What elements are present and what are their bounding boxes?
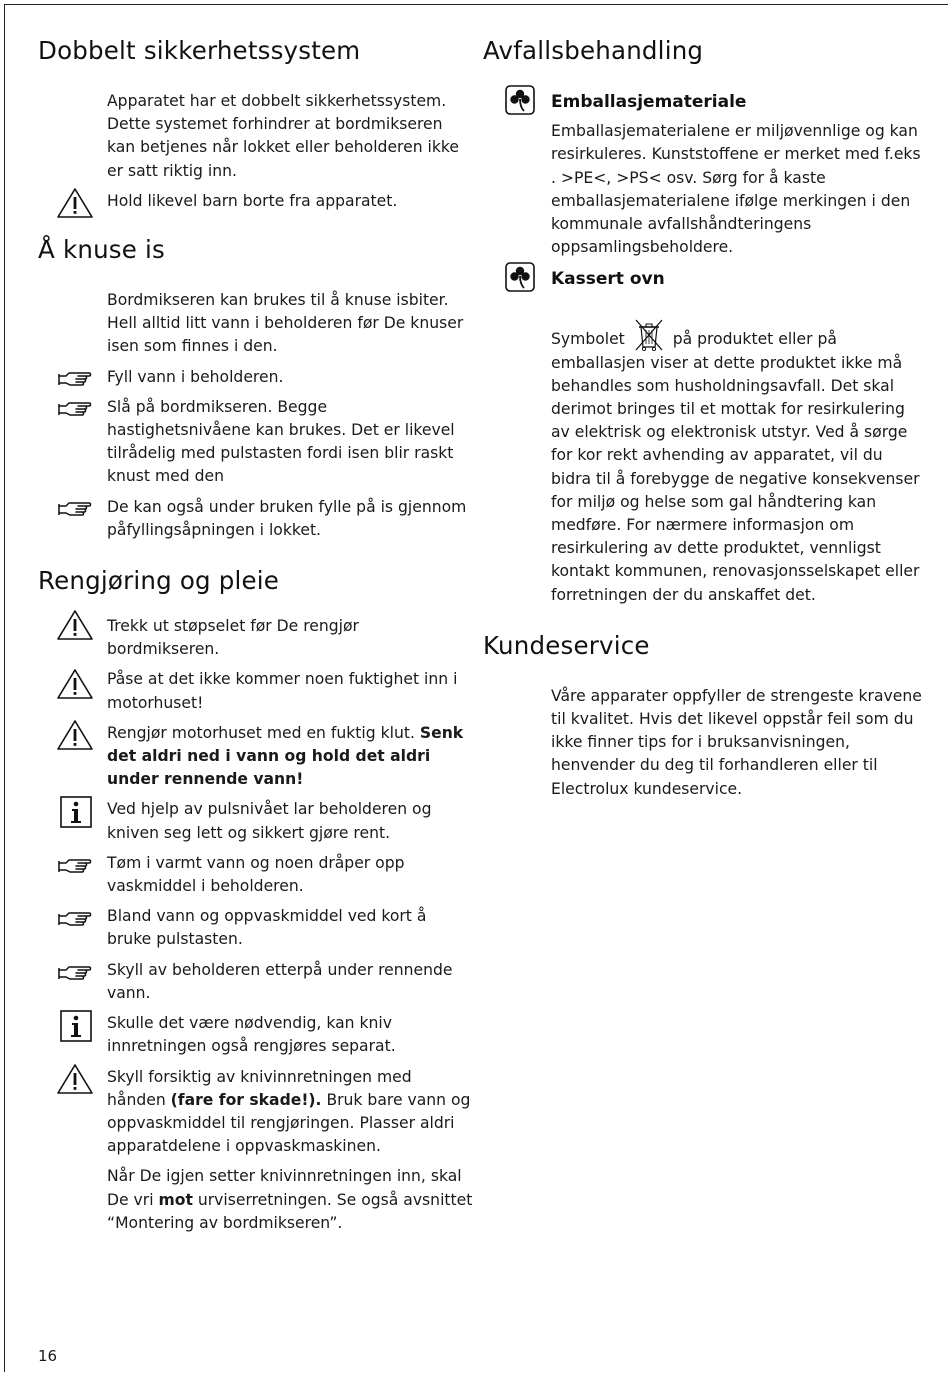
subsection-title: Kassert ovn [551,269,665,290]
warning-icon [56,187,94,217]
customer-service-text: Våre apparater oppfyller de strengeste kravene til kvalitet. Hvis det likevel oppstår feil som du ikke finner tips for i bruksanvisningen, henvender du deg til forhandleren eller til Electrolux kundeservice. [551,686,922,798]
warning-text: Bruk bare vann og oppvaskmiddel til rengjøringen. Plasser aldri apparatdelene i oppvaskmaskinen. [107,1090,471,1156]
section-title-cleaning: Rengjøring og pleie [38,566,280,596]
outro-text-bold: mot [158,1190,193,1209]
crush-ice-intro: Bordmikseren kan brukes til å knuse isbiter. Hell alltid litt vann i beholderen før De knuser isen som finnes i den. [107,291,464,356]
pointing-hand-icon [56,398,94,428]
cleaning-warning [38,722,474,792]
warning-text: Hold likevel barn borte fra apparatet. [107,191,398,210]
warning-text-bold: Senk det aldri ned i vann og hold det aldri under rennende vann! [107,723,464,789]
info-text: Skulle det være nødvendig, kan kniv innretningen også rengjøres separat. [107,1014,396,1056]
packaging-subsection [483,91,923,259]
section-title-customer-service: Kundeservice [483,630,650,660]
discarded-text-a: Symbolet [551,329,625,348]
crossed-out-bin-icon [632,318,666,352]
page-number: 16 [38,1347,58,1365]
step-text: Slå på bordmikseren. Begge hastighetsnivåene kan brukes. Det er likevel tilrådelig med pulstasten fordi isen blir raskt knust med den [107,397,455,486]
packaging-text: Emballasjematerialene er miljøvennlige og kan resirkuleres. Kunststoffene er merket med f.eks . >PE<, >PS< osv. Sørg for å kaste emballasjematerialene ifølge merkingen i den kommunale avfallshåndteringens oppsamlingsbeholdere. [551,122,921,257]
page-border-left [4,4,5,1372]
cleaning-info [38,1012,474,1058]
warning-icon [56,609,94,639]
page-border-top [4,4,948,5]
pointing-hand-icon [56,498,94,528]
cleaning-step [38,959,474,1005]
pointing-hand-icon [56,962,94,992]
outro-text: Når De igjen setter knivinnretningen inn, skal De vri [107,1167,462,1209]
info-text: Ved hjelp av pulsnivået lar beholderen og kniven seg lett og sikkert gjøre rent. [107,800,432,842]
clover-recycle-icon [505,85,535,122]
pointing-hand-icon [56,368,94,398]
warning-text: Rengjør motorhuset med en fuktig klut. [107,723,420,742]
step-text: Skyll av beholderen etterpå under rennende vann. [107,960,453,1002]
right-column [483,30,923,801]
left-column [38,30,474,1235]
cleaning-info [38,798,474,844]
warning-text: Trekk ut støpselet før De rengjør bordmikseren. [107,617,359,659]
discarded-appliance-subsection [483,268,923,606]
cleaning-outro [38,1165,474,1235]
pointing-hand-icon [56,855,94,885]
section-title-crush-ice: Å knuse is [38,235,165,265]
section-title-waste: Avfallsbehandling [483,36,704,65]
outro-text: urviserretningen. Se også avsnittet “Montering av bordmikseren”. [107,1190,473,1232]
step-text: De kan også under bruken fylle på is gjennom påfyllingsåpningen i lokket. [107,497,467,539]
cleaning-step [38,905,474,951]
cleaning-step [38,852,474,898]
warning-icon [56,668,94,698]
discarded-text-b: på produktet eller på emballasjen viser at dette produktet ikke må behandles som husholdningsavfall. Det skal derimot bringes til et mottak for resirkulering av elektrisk og elektronisk utstyr. Ved å sørge for kor rekt avhending av apparatet, vil du bidra til å forebygge de negative konsekvenser for miljø og helse som gal håndtering kan medføre. For nærmere informasjon om resirkulering av dette produktet, vennligst kontakt kommunen, renovasjonsselskapet eller forretningen der du anskaffet det. [551,329,920,604]
warning-icon [56,719,94,749]
discarded-appliance-text [551,318,923,607]
double-safety-intro: Apparatet har et dobbelt sikkerhetssystem. Dette systemet forhindrer at bordmikseren kan betjenes når lokket eller beholderen ikke er satt riktig inn. [107,92,459,180]
pointing-hand-icon [56,908,94,938]
crush-ice-step [38,396,474,489]
cleaning-warning [38,1066,474,1159]
info-icon [60,1010,98,1040]
double-safety-warning [38,190,474,213]
clover-recycle-icon [505,262,535,299]
section-title-double-safety: Dobbelt sikkerhetssystem [38,36,361,65]
cleaning-warning [38,668,474,714]
crush-ice-step [38,496,474,542]
warning-text: Påse at det ikke kommer noen fuktighet inn i motorhuset! [107,670,458,712]
step-text: Fyll vann i beholderen. [107,367,284,386]
step-text: Bland vann og oppvaskmiddel ved kort å bruke pulstasten. [107,907,427,949]
subsection-title: Emballasjemateriale [551,92,747,112]
cleaning-warning [38,615,474,661]
info-icon [60,796,98,826]
crush-ice-step [38,366,474,389]
step-text: Tøm i varmt vann og noen dråper opp vaskmiddel i beholderen. [107,853,405,896]
warning-icon [56,1063,94,1093]
warning-text: Skyll forsiktig av knivinnretningen med hånden [107,1067,412,1109]
warning-text-bold: (fare for skade!). [170,1090,322,1109]
